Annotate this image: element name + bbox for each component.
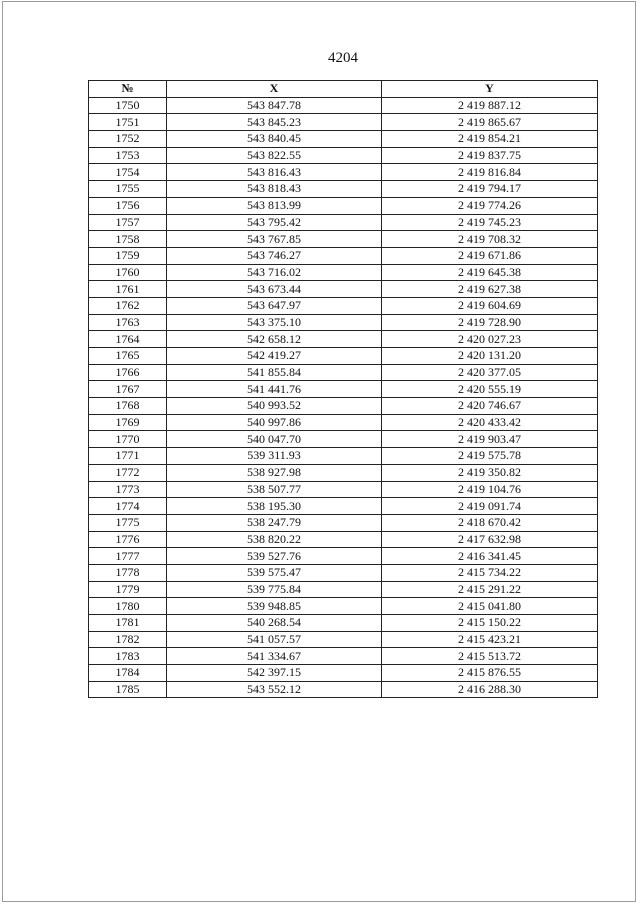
cell-y: 2 415 291.22 bbox=[382, 581, 598, 598]
table-row bbox=[89, 681, 598, 698]
cell-number: 1779 bbox=[89, 581, 167, 598]
cell-y: 2 420 027.23 bbox=[382, 331, 598, 348]
cell-x: 540 993.52 bbox=[167, 398, 382, 415]
cell-y: 2 419 774.26 bbox=[382, 197, 598, 214]
cell-x: 538 820.22 bbox=[167, 531, 382, 548]
table-row bbox=[89, 348, 598, 365]
cell-number: 1751 bbox=[89, 114, 167, 131]
table-row bbox=[89, 398, 598, 415]
cell-number: 1763 bbox=[89, 314, 167, 331]
cell-x: 539 575.47 bbox=[167, 564, 382, 581]
cell-x: 543 845.23 bbox=[167, 114, 382, 131]
cell-y: 2 419 104.76 bbox=[382, 481, 598, 498]
cell-y: 2 419 745.23 bbox=[382, 214, 598, 231]
cell-number: 1776 bbox=[89, 531, 167, 548]
cell-x: 543 767.85 bbox=[167, 231, 382, 248]
cell-number: 1757 bbox=[89, 214, 167, 231]
cell-number: 1781 bbox=[89, 615, 167, 632]
cell-number: 1756 bbox=[89, 197, 167, 214]
cell-x: 542 397.15 bbox=[167, 665, 382, 682]
cell-x: 543 746.27 bbox=[167, 247, 382, 264]
cell-number: 1752 bbox=[89, 131, 167, 148]
table-row bbox=[89, 131, 598, 148]
cell-x: 543 818.43 bbox=[167, 181, 382, 198]
coordinates-table bbox=[88, 80, 598, 698]
table-row bbox=[89, 197, 598, 214]
table-row bbox=[89, 581, 598, 598]
cell-y: 2 419 708.32 bbox=[382, 231, 598, 248]
cell-number: 1768 bbox=[89, 398, 167, 415]
header-y: Y bbox=[382, 81, 598, 98]
cell-y: 2 417 632.98 bbox=[382, 531, 598, 548]
cell-y: 2 419 627.38 bbox=[382, 281, 598, 298]
cell-number: 1766 bbox=[89, 364, 167, 381]
cell-y: 2 415 876.55 bbox=[382, 665, 598, 682]
cell-number: 1771 bbox=[89, 448, 167, 465]
cell-y: 2 419 816.84 bbox=[382, 164, 598, 181]
cell-x: 540 268.54 bbox=[167, 615, 382, 632]
table-row bbox=[89, 314, 598, 331]
cell-x: 539 311.93 bbox=[167, 448, 382, 465]
cell-number: 1770 bbox=[89, 431, 167, 448]
page-number: 4204 bbox=[328, 50, 358, 66]
cell-x: 543 816.43 bbox=[167, 164, 382, 181]
cell-x: 541 057.57 bbox=[167, 631, 382, 648]
table-row bbox=[89, 281, 598, 298]
table-row bbox=[89, 464, 598, 481]
cell-x: 543 822.55 bbox=[167, 147, 382, 164]
cell-y: 2 419 794.17 bbox=[382, 181, 598, 198]
cell-x: 543 647.97 bbox=[167, 297, 382, 314]
cell-y: 2 419 854.21 bbox=[382, 131, 598, 148]
cell-number: 1758 bbox=[89, 231, 167, 248]
table-row bbox=[89, 431, 598, 448]
cell-number: 1772 bbox=[89, 464, 167, 481]
table-row bbox=[89, 331, 598, 348]
header-number: № bbox=[89, 81, 167, 98]
cell-y: 2 419 091.74 bbox=[382, 498, 598, 515]
cell-number: 1764 bbox=[89, 331, 167, 348]
cell-y: 2 415 150.22 bbox=[382, 615, 598, 632]
table-row bbox=[89, 181, 598, 198]
cell-y: 2 418 670.42 bbox=[382, 514, 598, 531]
cell-y: 2 415 423.21 bbox=[382, 631, 598, 648]
cell-x: 543 840.45 bbox=[167, 131, 382, 148]
cell-y: 2 419 645.38 bbox=[382, 264, 598, 281]
cell-x: 539 775.84 bbox=[167, 581, 382, 598]
cell-y: 2 419 887.12 bbox=[382, 97, 598, 114]
cell-number: 1784 bbox=[89, 665, 167, 682]
cell-x: 543 375.10 bbox=[167, 314, 382, 331]
cell-x: 541 855.84 bbox=[167, 364, 382, 381]
table-row bbox=[89, 648, 598, 665]
cell-x: 539 948.85 bbox=[167, 598, 382, 615]
cell-y: 2 420 433.42 bbox=[382, 414, 598, 431]
table-row bbox=[89, 381, 598, 398]
cell-number: 1750 bbox=[89, 97, 167, 114]
table-row bbox=[89, 598, 598, 615]
table-row bbox=[89, 615, 598, 632]
table-row bbox=[89, 264, 598, 281]
cell-y: 2 420 555.19 bbox=[382, 381, 598, 398]
table-row bbox=[89, 214, 598, 231]
cell-x: 543 552.12 bbox=[167, 681, 382, 698]
table-row bbox=[89, 564, 598, 581]
cell-x: 538 247.79 bbox=[167, 514, 382, 531]
cell-x: 539 527.76 bbox=[167, 548, 382, 565]
cell-number: 1753 bbox=[89, 147, 167, 164]
cell-x: 538 195.30 bbox=[167, 498, 382, 515]
table-row bbox=[89, 631, 598, 648]
cell-y: 2 420 377.05 bbox=[382, 364, 598, 381]
table-row bbox=[89, 297, 598, 314]
cell-number: 1777 bbox=[89, 548, 167, 565]
cell-number: 1754 bbox=[89, 164, 167, 181]
cell-y: 2 415 513.72 bbox=[382, 648, 598, 665]
table-row bbox=[89, 97, 598, 114]
table-row bbox=[89, 364, 598, 381]
cell-y: 2 419 575.78 bbox=[382, 448, 598, 465]
table-row bbox=[89, 548, 598, 565]
cell-y: 2 416 288.30 bbox=[382, 681, 598, 698]
cell-x: 542 419.27 bbox=[167, 348, 382, 365]
cell-x: 540 997.86 bbox=[167, 414, 382, 431]
cell-x: 542 658.12 bbox=[167, 331, 382, 348]
cell-x: 538 507.77 bbox=[167, 481, 382, 498]
cell-number: 1785 bbox=[89, 681, 167, 698]
cell-number: 1780 bbox=[89, 598, 167, 615]
cell-y: 2 419 728.90 bbox=[382, 314, 598, 331]
cell-y: 2 415 734.22 bbox=[382, 564, 598, 581]
cell-x: 543 795.42 bbox=[167, 214, 382, 231]
table-row bbox=[89, 247, 598, 264]
table-row bbox=[89, 498, 598, 515]
cell-number: 1773 bbox=[89, 481, 167, 498]
table-body bbox=[89, 97, 598, 698]
cell-x: 543 716.02 bbox=[167, 264, 382, 281]
cell-number: 1755 bbox=[89, 181, 167, 198]
table-row bbox=[89, 665, 598, 682]
table-row bbox=[89, 514, 598, 531]
cell-x: 543 673.44 bbox=[167, 281, 382, 298]
cell-number: 1762 bbox=[89, 297, 167, 314]
table-row bbox=[89, 147, 598, 164]
table-row bbox=[89, 231, 598, 248]
cell-number: 1765 bbox=[89, 348, 167, 365]
table-row bbox=[89, 448, 598, 465]
cell-number: 1761 bbox=[89, 281, 167, 298]
cell-y: 2 419 865.67 bbox=[382, 114, 598, 131]
cell-y: 2 415 041.80 bbox=[382, 598, 598, 615]
cell-x: 543 813.99 bbox=[167, 197, 382, 214]
cell-y: 2 419 604.69 bbox=[382, 297, 598, 314]
cell-x: 538 927.98 bbox=[167, 464, 382, 481]
cell-number: 1783 bbox=[89, 648, 167, 665]
cell-y: 2 420 746.67 bbox=[382, 398, 598, 415]
cell-x: 540 047.70 bbox=[167, 431, 382, 448]
cell-number: 1778 bbox=[89, 564, 167, 581]
table-header-row bbox=[89, 81, 598, 98]
cell-number: 1769 bbox=[89, 414, 167, 431]
cell-number: 1782 bbox=[89, 631, 167, 648]
header-x: X bbox=[167, 81, 382, 98]
table-row bbox=[89, 414, 598, 431]
table-row bbox=[89, 481, 598, 498]
cell-y: 2 419 350.82 bbox=[382, 464, 598, 481]
cell-number: 1767 bbox=[89, 381, 167, 398]
table-row bbox=[89, 531, 598, 548]
cell-x: 541 441.76 bbox=[167, 381, 382, 398]
cell-number: 1775 bbox=[89, 514, 167, 531]
table-row bbox=[89, 164, 598, 181]
cell-number: 1760 bbox=[89, 264, 167, 281]
cell-y: 2 420 131.20 bbox=[382, 348, 598, 365]
cell-y: 2 419 837.75 bbox=[382, 147, 598, 164]
cell-number: 1774 bbox=[89, 498, 167, 515]
cell-y: 2 419 903.47 bbox=[382, 431, 598, 448]
table-row bbox=[89, 114, 598, 131]
cell-x: 543 847.78 bbox=[167, 97, 382, 114]
cell-y: 2 416 341.45 bbox=[382, 548, 598, 565]
cell-x: 541 334.67 bbox=[167, 648, 382, 665]
cell-number: 1759 bbox=[89, 247, 167, 264]
cell-y: 2 419 671.86 bbox=[382, 247, 598, 264]
